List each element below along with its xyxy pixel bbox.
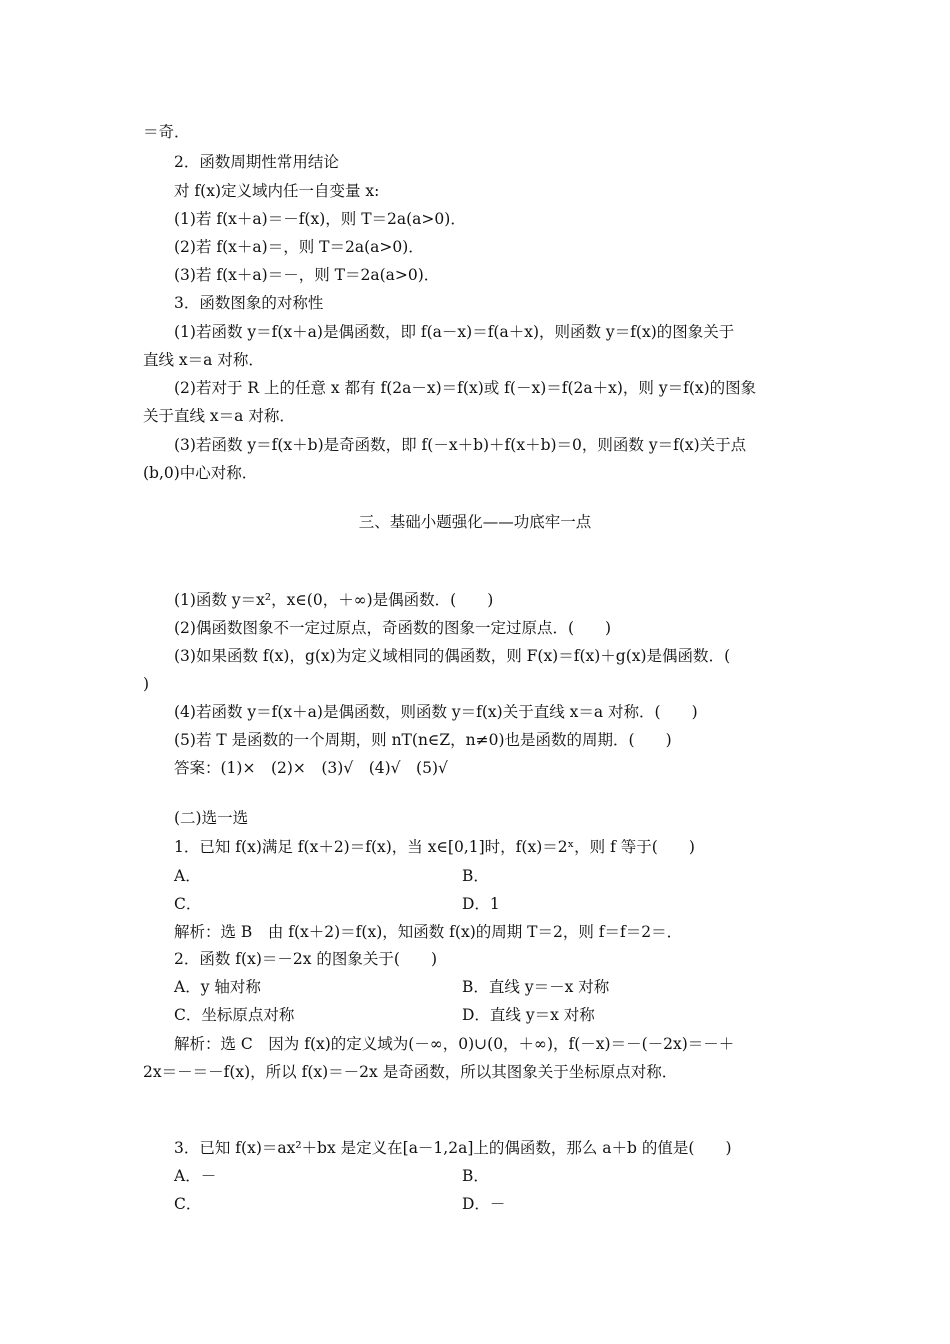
option-a: A． (174, 867, 201, 885)
solution-line: 解析：选 C 因为 f(x)的定义域为(－∞，0)∪(0，＋∞)，f(－x)＝－(－2x)＝－＋ (174, 1035, 735, 1053)
option-d: D．直线 y＝x 对称 (462, 1006, 595, 1024)
text-line: (b,0)中心对称． (143, 464, 258, 482)
option-c: C． (174, 895, 202, 913)
option-d: D．1 (462, 895, 500, 913)
subheading: 3．函数图象的对称性 (174, 294, 324, 312)
solution-line: 2x＝－＝－f(x)，所以 f(x)＝－2x 是奇函数，所以其图象关于坐标原点对称． (143, 1063, 678, 1081)
question-line: (5)若 T 是函数的一个周期，则 nT(n∈Z，n≠0)也是函数的周期．( ) (174, 731, 672, 749)
option-a: A．y 轴对称 (174, 978, 261, 996)
text-line: 对 f(x)定义域内任一自变量 x: (174, 182, 380, 200)
text-line: (1)若函数 y＝f(x＋a)是偶函数，即 f(a－x)＝f(a＋x)，则函数 y＝f(x)的图象关于 (174, 323, 735, 341)
section-heading: 三、基础小题强化——功底牢一点 (358, 513, 592, 531)
text-line: (1)若 f(x＋a)＝－f(x)，则 T＝2a(a>0)． (174, 210, 466, 228)
option-b: B． (462, 867, 489, 885)
subheading: 2．函数周期性常用结论 (174, 153, 339, 171)
option-b: B． (462, 1167, 489, 1185)
problem-line: 2．函数 f(x)＝－2x 的图象关于( ) (174, 950, 437, 968)
text-line: ＝奇． (143, 123, 190, 141)
option-a: A．－ (174, 1167, 217, 1185)
text-line: (2)若对于 R 上的任意 x 都有 f(2a－x)＝f(x)或 f(－x)＝f(2a＋x)，则 y＝f(x)的图象 (174, 379, 757, 397)
option-c: C． (174, 1195, 202, 1213)
text-line: 关于直线 x＝a 对称． (143, 407, 295, 425)
question-line: (3)如果函数 f(x)，g(x)为定义域相同的偶函数，则 F(x)＝f(x)＋g(x)是偶函数．( (174, 647, 731, 665)
option-c: C．坐标原点对称 (174, 1006, 295, 1024)
option-d: D．－ (462, 1195, 506, 1213)
question-line: (4)若函数 y＝f(x＋a)是偶函数，则函数 y＝f(x)关于直线 x＝a 对称．( ) (174, 703, 698, 721)
text-line: 直线 x＝a 对称． (143, 351, 264, 369)
text-line: (2)若 f(x＋a)＝，则 T＝2a(a>0)． (174, 238, 424, 256)
problem-line: 3．已知 f(x)＝ax²＋bx 是定义在[a－1,2a]上的偶函数，那么 a＋b 的值是( ) (174, 1139, 732, 1157)
text-line: (3)若 f(x＋a)＝－，则 T＝2a(a>0)． (174, 266, 440, 284)
text-line: (3)若函数 y＝f(x＋b)是奇函数，即 f(－x＋b)＋f(x＋b)＝0，则函数 y＝f(x)关于点 (174, 436, 747, 454)
question-line: (1)函数 y＝x²，x∈(0，＋∞)是偶函数．( ) (174, 591, 494, 609)
problem-line: 1．已知 f(x)满足 f(x＋2)＝f(x)，当 x∈[0,1]时，f(x)＝2ˣ，则 f 等于( ) (174, 838, 695, 856)
question-line: ) (143, 675, 150, 693)
subsection-heading: (二)选一选 (174, 809, 249, 827)
option-b: B．直线 y＝－x 对称 (462, 978, 610, 996)
solution-line: 解析：选 B 由 f(x＋2)＝f(x)，知函数 f(x)的周期 T＝2，则 f＝f＝2＝． (174, 923, 683, 941)
answer-line: 答案：(1)× (2)× (3)√ (4)√ (5)√ (174, 759, 448, 777)
question-line: (2)偶函数图象不一定过原点，奇函数的图象一定过原点．( ) (174, 619, 612, 637)
